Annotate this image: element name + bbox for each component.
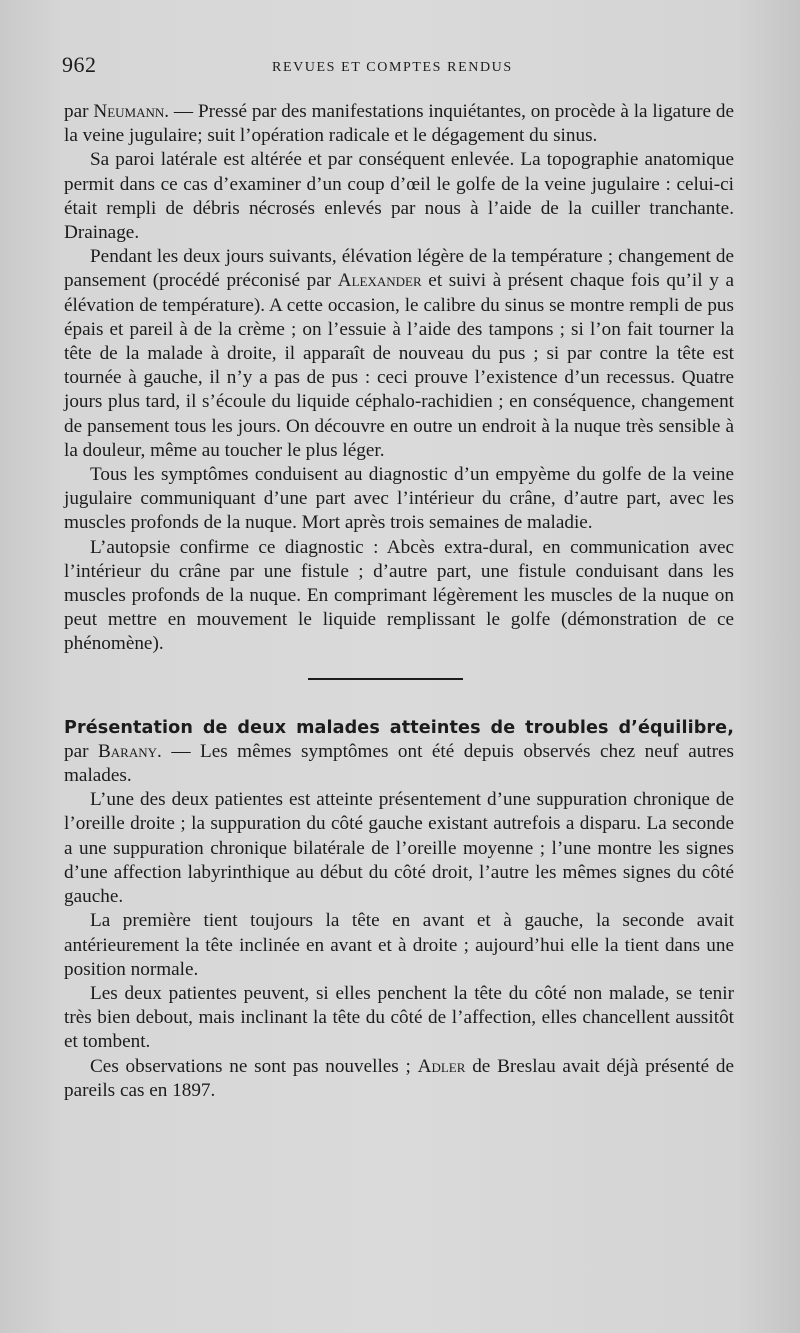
paragraph-neumann-conclusion <box>64 100 734 148</box>
paragraph-patients: L’une des deux patientes est atteinte présentement d’une suppuration chronique de l’oreille droite ; la suppuration du côté gauche existant autrefois a disparu. La seconde a une suppuration chronique bilatérale de l’oreille moyenne ; l’une montre les signes d’une affection labyrinthique au début du côté droit, l’autre les mêmes signes du côté gauche. <box>64 789 734 908</box>
page-number: 962 <box>62 52 97 77</box>
text-run: et suivi à présent chaque fois qu’il y a élévation de température). A cette occasion, le calibre du sinus se montre rempli de pus épais et pareil à de la crème ; on l’essuie à l’aide des tampons ; si l’on fait tourner la tête de la malade à droite, il apparaît de nouveau du pus ; si par contre la tête est tournée à gauche, il n’y a pas de pus : ceci prouve l’existence d’un recessus. Quatre jours plus tard, il s’écoule du liquide céphalo-rachidien ; en conséquence, changement de pansement tous les jours. On découvre en outre un endroit à la nuque très sensible à la douleur, même au toucher le plus léger. <box>64 270 734 461</box>
paragraph-balance: Les deux patientes peuvent, si elles penchent la tête du côté non malade, se tenir très bien debout, mais inclinant la tête du côté de l’affection, elles chancellent aussitôt et tombent. <box>64 982 734 1053</box>
text-run: de Breslau avait déjà présenté de pareils cas en 1897. <box>64 1055 734 1101</box>
text-run: . — Les mêmes symptômes ont été depuis observés chez neuf autres malades. <box>64 740 735 787</box>
author-name: Alexander <box>337 270 422 292</box>
paragraph-diagnosis: Tous les symptômes conduisent au diagnostic d’un empyème du golfe de la veine jugulaire communiquant d’une part avec l’intérieur du crâne, d’autre part, avec les muscles profonds de la nuque. Mort après trois semaines de maladie. <box>64 464 734 534</box>
author-name: Adler <box>417 1055 466 1077</box>
text-run: par <box>64 101 94 122</box>
paragraph-autopsy: L’autopsie confirme ce diagnostic : Abcès extra-dural, en communication avec l’intérieur du crâne par une fistule ; d’autre part, une fistule conduisant dans les muscles profonds de la nuque. En comprimant légèrement les muscles de la nuque on peut mettre en mouvement le liquide remplissant le golfe (démonstration de ce phénomène). <box>64 536 734 655</box>
section-title: Présentation de deux malades atteintes de troubles d’équilibre, <box>64 717 734 738</box>
paragraph-head-position: La première tient toujours la tête en avant et à gauche, la seconde avait antérieurement la tête inclinée en avant et à droite ; aujourd’hui elle la tient dans une position normale. <box>64 910 734 980</box>
author-name: Neumann <box>93 101 165 122</box>
section-divider <box>308 678 463 680</box>
paragraph-topography: Sa paroi latérale est altérée et par conséquent enlevée. La topographie anatomique permit dans ce cas d’examiner d’un coup d’œil le golfe de la veine jugulaire : celui-ci était rempli de débris nécrosés enlevés par nous à l’aide de la cuiller tranchante. Drainage. <box>64 149 734 244</box>
text-run: Ces observations ne sont pas nouvelles ; <box>90 1055 418 1077</box>
text-run: par <box>64 740 98 762</box>
running-title: REVUES ET COMPTES RENDUS <box>272 60 513 75</box>
page-body <box>64 100 734 1103</box>
page-header <box>62 52 730 84</box>
author-name: Barany <box>98 740 158 762</box>
text-run: Pendant les deux jours suivants, élévation légère de la température ; changement de pansement (procédé préconisé par <box>64 246 734 292</box>
paragraph-prior-observations <box>64 1055 734 1103</box>
paragraph-section-heading <box>64 716 734 789</box>
text-run: . — Pressé par des manifestations inquiétantes, on procède à la ligature de la veine jugulaire; suit l’opération radicale et le dégagement du sinus. <box>64 101 734 147</box>
paragraph-following-days <box>64 245 734 463</box>
